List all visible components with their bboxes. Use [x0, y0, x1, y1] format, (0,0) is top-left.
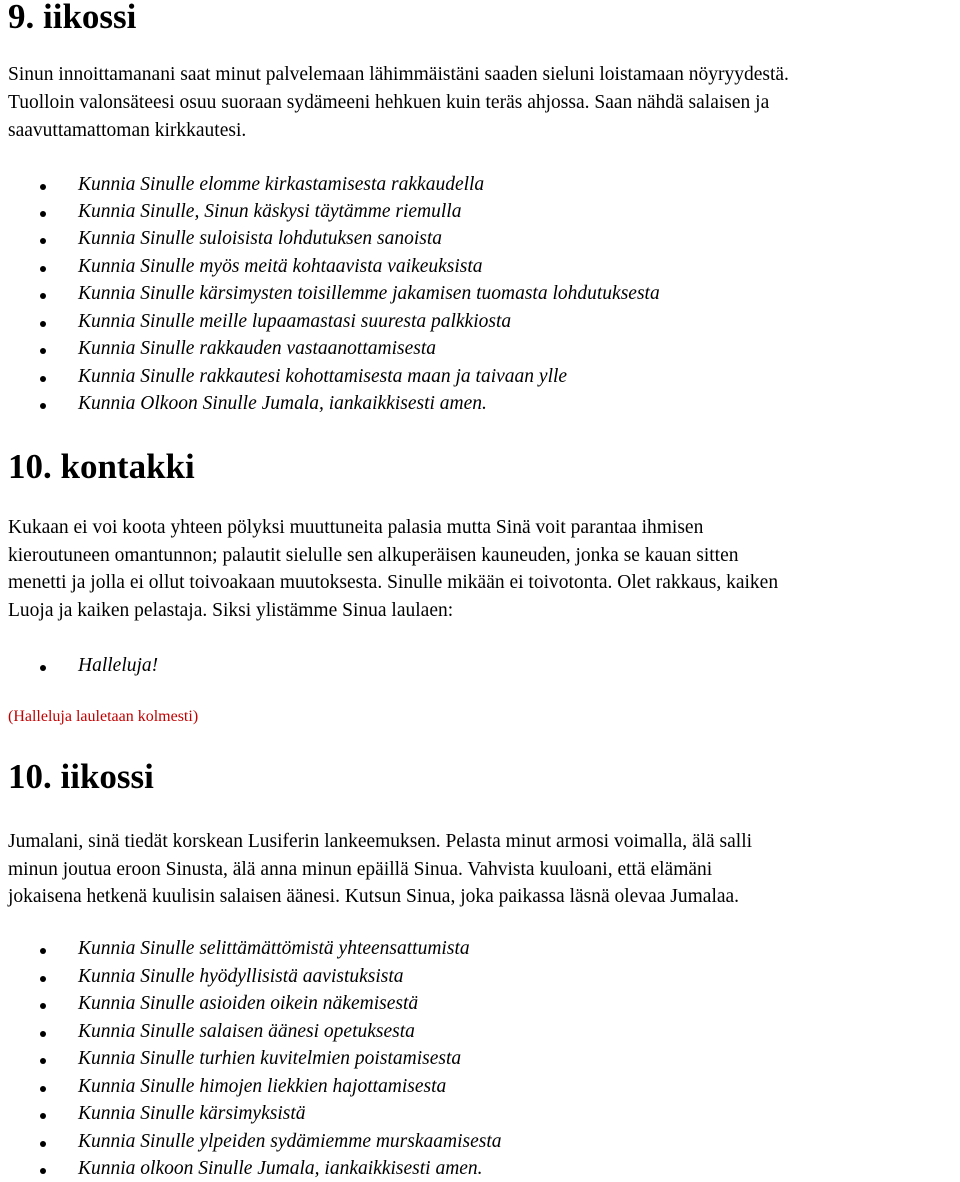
- bullet-dot: [40, 376, 46, 382]
- bullet-dot: [40, 1058, 46, 1064]
- list-item: Kunnia Olkoon Sinulle Jumala, iankaikkisesti amen.: [78, 393, 487, 414]
- bullet-dot: [40, 348, 46, 354]
- bullet-dot: [40, 948, 46, 954]
- paragraph-line: Tuolloin valonsäteesi osuu suoraan sydämeeni hehkuen kuin teräs ahjossa. Saan nähdä salaisen ja: [8, 92, 770, 113]
- list-item: Kunnia Sinulle selittämättömistä yhteensattumista: [78, 938, 470, 959]
- section-heading-10-iikossi: 10. iikossi: [8, 757, 154, 796]
- list-item: Kunnia Sinulle elomme kirkastamisesta rakkaudella: [78, 174, 485, 195]
- paragraph-line: saavuttamattoman kirkkautesi.: [8, 120, 247, 141]
- section-heading-10-kontakki: 10. kontakki: [8, 447, 195, 486]
- paragraph-line: jokaisena hetkenä kuulisin salaisen äänesi. Kutsun Sinua, joka paikassa läsnä olevaa Jumalaa.: [8, 886, 740, 907]
- list-item: Kunnia Sinulle ylpeiden sydämiemme murskaamisesta: [78, 1131, 502, 1152]
- paragraph-line: Kukaan ei voi koota yhteen pölyksi muuttuneita palasia mutta Sinä voit parantaa ihmisen: [8, 517, 704, 538]
- list-item: Kunnia olkoon Sinulle Jumala, iankaikkisesti amen.: [78, 1158, 483, 1179]
- bullet-dot: [40, 1003, 46, 1009]
- bullet-dot: [40, 184, 46, 190]
- bullet-dot: [40, 665, 46, 671]
- list-item: Kunnia Sinulle salaisen äänesi opetuksesta: [78, 1021, 415, 1042]
- list-item: Kunnia Sinulle meille lupaamastasi suuresta palkkiosta: [78, 311, 512, 332]
- list-item: Kunnia Sinulle asioiden oikein näkemisestä: [78, 993, 419, 1014]
- paragraph-line: Jumalani, sinä tiedät korskean Lusiferin lankeemuksen. Pelasta minut armosi voimalla, älä salli: [8, 831, 753, 852]
- paragraph-line: Sinun innoittamanani saat minut palvelemaan lähimmäistäni saaden sieluni loistamaan nöyryydestä.: [8, 64, 789, 85]
- list-item: Kunnia Sinulle kärsimyksistä: [78, 1103, 306, 1124]
- bullet-dot: [40, 403, 46, 409]
- list-item: Kunnia Sinulle myös meitä kohtaavista vaikeuksista: [78, 256, 483, 277]
- list-item: Kunnia Sinulle rakkautesi kohottamisesta maan ja taivaan ylle: [78, 366, 568, 387]
- red-note: (Halleluja lauletaan kolmesti): [8, 708, 199, 725]
- list-item: Kunnia Sinulle kärsimysten toisillemme jakamisen tuomasta lohdutuksesta: [78, 283, 660, 304]
- list-item: Halleluja!: [78, 655, 159, 676]
- list-item: Kunnia Sinulle himojen liekkien hajottamisesta: [78, 1076, 447, 1097]
- bullet-dot: [40, 293, 46, 299]
- bullet-dot: [40, 1168, 46, 1174]
- list-item: Kunnia Sinulle rakkauden vastaanottamisesta: [78, 338, 437, 359]
- list-item: Kunnia Sinulle, Sinun käskysi täytämme riemulla: [78, 201, 462, 222]
- bullet-dot: [40, 266, 46, 272]
- bullet-dot: [40, 1086, 46, 1092]
- paragraph-line: Luoja ja kaiken pelastaja. Siksi ylistämme Sinua laulaen:: [8, 600, 454, 621]
- bullet-dot: [40, 1113, 46, 1119]
- list-item: Kunnia Sinulle turhien kuvitelmien poistamisesta: [78, 1048, 462, 1069]
- bullet-dot: [40, 211, 46, 217]
- paragraph-line: menetti ja jolla ei ollut toivoakaan muutoksesta. Sinulle mikään ei toivotonta. Olet rakkaus, kaiken: [8, 572, 779, 593]
- section-heading-9-iikossi: 9. iikossi: [8, 0, 137, 36]
- bullet-dot: [40, 1031, 46, 1037]
- bullet-dot: [40, 321, 46, 327]
- paragraph-line: kieroutuneen omantunnon; palautit sielulle sen alkuperäisen kauneuden, jonka se kauan sitten: [8, 545, 739, 566]
- bullet-dot: [40, 976, 46, 982]
- list-item: Kunnia Sinulle hyödyllisistä aavistuksista: [78, 966, 404, 987]
- bullet-dot: [40, 238, 46, 244]
- paragraph-line: minun joutua eroon Sinusta, älä anna minun epäillä Sinua. Vahvista kuuloani, että elämäni: [8, 859, 713, 880]
- list-item: Kunnia Sinulle suloisista lohdutuksen sanoista: [78, 228, 443, 249]
- bullet-dot: [40, 1141, 46, 1147]
